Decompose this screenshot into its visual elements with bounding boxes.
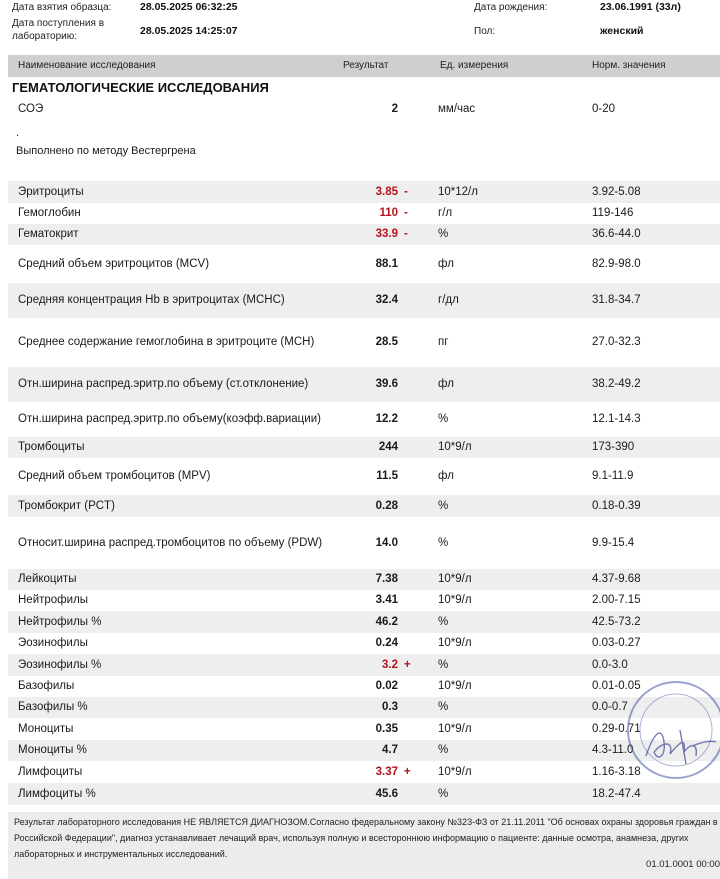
- test-result: 88.1: [375, 257, 398, 270]
- test-norm: 0.18-0.39: [592, 499, 641, 512]
- test-norm: 119-146: [592, 207, 634, 219]
- test-norm: 31.8-34.7: [592, 294, 641, 306]
- test-flag: [404, 783, 418, 805]
- test-result: 4.7: [382, 744, 398, 756]
- test-result: 0.02: [375, 680, 398, 692]
- table-row: [8, 367, 720, 402]
- test-unit: %: [438, 228, 449, 240]
- test-name: Среднее содержание гемоглобина в эритроците (MCH): [18, 336, 315, 348]
- sex-value: женский: [600, 25, 644, 37]
- test-result: 0.35: [375, 722, 398, 735]
- test-flag: [404, 718, 418, 740]
- table-row: [8, 718, 720, 740]
- test-unit: %: [438, 658, 449, 671]
- table-row: [8, 283, 720, 318]
- table-row: [8, 676, 720, 697]
- test-unit: фл: [438, 470, 454, 482]
- table-row: [8, 590, 720, 611]
- disclaimer-footer: [8, 812, 720, 879]
- test-name: Относит.ширина распред.тромбоцитов по объему (PDW): [18, 536, 323, 549]
- test-result: 12.2: [375, 413, 398, 425]
- test-norm: 9.9-15.4: [592, 536, 635, 549]
- table-row: [8, 224, 720, 245]
- col-norm-header: Норм. значения: [592, 60, 666, 71]
- test-unit: 10*9/л: [438, 594, 472, 606]
- test-unit: 10*9/л: [438, 637, 472, 649]
- test-norm: 0.0-3.0: [592, 658, 628, 671]
- test-result: 46.2: [375, 615, 398, 628]
- table-row: [8, 740, 720, 761]
- test-name: СОЭ: [18, 102, 44, 115]
- table-header: [8, 55, 720, 77]
- table-row: [8, 245, 720, 283]
- test-name: Лимфоциты: [18, 765, 83, 778]
- test-norm: 38.2-49.2: [592, 378, 641, 390]
- test-unit: 10*12/л: [438, 185, 478, 198]
- sex-label: Пол:: [474, 26, 496, 37]
- test-name: Отн.ширина распред.эритр.по объему(коэфф.вариации): [18, 413, 321, 425]
- test-norm: 173-390: [592, 441, 635, 453]
- test-norm: 42.5-73.2: [592, 615, 641, 628]
- test-flag: [404, 697, 418, 718]
- test-result: 33.9: [375, 228, 398, 240]
- test-result: 0.24: [375, 637, 398, 649]
- method-note-dot: .: [16, 127, 20, 139]
- test-norm: 36.6-44.0: [592, 228, 641, 240]
- test-name: Эозинофилы: [18, 637, 88, 649]
- test-unit: мм/час: [438, 102, 476, 115]
- test-norm: 2.00-7.15: [592, 594, 641, 606]
- test-name: Тромбоциты: [18, 441, 85, 453]
- test-norm: 1.16-3.18: [592, 765, 641, 778]
- table-row: [8, 495, 720, 517]
- test-unit: 10*9/л: [438, 441, 472, 453]
- table-row: [8, 761, 720, 783]
- test-flag: [404, 283, 418, 318]
- test-flag: [404, 569, 418, 590]
- test-unit: пг: [438, 336, 449, 348]
- table-row: [8, 458, 720, 495]
- test-norm: 9.1-11.9: [592, 470, 634, 482]
- test-name: Тромбокрит (PCT): [18, 499, 115, 512]
- test-flag: [404, 740, 418, 761]
- test-result: 3.2: [382, 658, 398, 671]
- test-result: 11.5: [376, 470, 398, 482]
- test-flag: +: [404, 765, 411, 778]
- birth-date-label: Дата рождения:: [474, 2, 548, 13]
- test-flag: [404, 590, 418, 611]
- method-note: Выполнено по методу Вестергрена: [16, 145, 196, 157]
- col-name-header: Наименование исследования: [18, 60, 156, 71]
- test-unit: %: [438, 413, 449, 425]
- test-result: 39.6: [375, 378, 398, 390]
- test-norm: 4.3-11.0: [592, 744, 634, 756]
- test-norm: 0.0-0.7: [592, 701, 628, 713]
- test-name: Гемоглобин: [18, 207, 81, 219]
- test-name: Отн.ширина распред.эритр.по объему (ст.отклонение): [18, 378, 309, 390]
- arrival-date-label: Дата поступления в лабораторию:: [12, 18, 105, 42]
- test-result: 3.85: [375, 185, 398, 198]
- test-norm: 82.9-98.0: [592, 257, 641, 270]
- table-row: [8, 203, 720, 224]
- test-result: 110: [379, 207, 398, 219]
- test-name: Базофилы %: [18, 701, 88, 713]
- test-name: Гематокрит: [18, 228, 79, 240]
- test-unit: %: [438, 615, 449, 628]
- test-result: 0.28: [375, 499, 398, 512]
- test-flag: -: [404, 185, 408, 198]
- table-row: [8, 437, 720, 458]
- test-flag: [404, 318, 418, 367]
- test-result: 3.37: [375, 765, 398, 778]
- test-name: Средний объем эритроцитов (MCV): [18, 257, 210, 270]
- test-result: 244: [378, 441, 398, 453]
- test-flag: -: [404, 228, 408, 240]
- test-unit: %: [438, 499, 449, 512]
- section-title: ГЕМАТОЛОГИЧЕСКИЕ ИССЛЕДОВАНИЯ: [12, 80, 269, 95]
- test-flag: -: [404, 207, 408, 219]
- arrival-date-value: 28.05.2025 14:25:07: [140, 25, 238, 37]
- test-flag: [404, 676, 418, 697]
- test-name: Лейкоциты: [18, 573, 77, 585]
- test-norm: 0.03-0.27: [592, 637, 641, 649]
- test-flag: +: [404, 658, 411, 671]
- test-name: Средний объем тромбоцитов (MPV): [18, 470, 211, 482]
- test-name: Эозинофилы %: [18, 658, 102, 671]
- sample-date-value: 28.05.2025 06:32:25: [140, 1, 238, 13]
- test-unit: 10*9/л: [438, 765, 472, 778]
- test-name: Нейтрофилы: [18, 594, 89, 606]
- test-unit: %: [438, 536, 449, 549]
- table-row: [8, 402, 720, 437]
- test-flag: [404, 367, 418, 402]
- col-unit-header: Ед. измерения: [440, 60, 509, 71]
- test-unit: фл: [438, 378, 454, 390]
- test-flag: [404, 517, 418, 569]
- test-result: 0.3: [382, 701, 398, 713]
- test-norm: 18.2-47.4: [592, 787, 641, 800]
- test-unit: 10*9/л: [438, 722, 472, 735]
- report-header: [0, 0, 720, 46]
- test-unit: фл: [438, 257, 454, 270]
- table-row: [8, 181, 720, 203]
- test-flag: [404, 633, 418, 654]
- col-result-header: Результат: [343, 60, 389, 71]
- test-name: Эритроциты: [18, 185, 84, 198]
- test-flag: [404, 437, 418, 458]
- test-result: 45.6: [375, 787, 398, 800]
- test-name: Средняя концентрация Hb в эритроцитах (MCHC): [18, 294, 285, 306]
- test-result: 28.5: [375, 336, 398, 348]
- test-unit: 10*9/л: [438, 680, 472, 692]
- test-norm: 4.37-9.68: [592, 573, 641, 585]
- table-row-soe: [8, 100, 720, 118]
- sample-date-label: Дата взятия образца:: [12, 2, 112, 13]
- test-norm: 3.92-5.08: [592, 185, 641, 198]
- test-norm: 0-20: [592, 102, 616, 115]
- footer-code: 01.01.0001 00:00: [646, 859, 720, 870]
- table-row: [8, 633, 720, 654]
- test-flag: [404, 458, 418, 495]
- test-result: 14.0: [375, 536, 398, 549]
- test-unit: г/дл: [438, 294, 459, 306]
- signature-image: [640, 712, 720, 772]
- test-unit: г/л: [438, 207, 453, 219]
- table-row: [8, 654, 720, 676]
- test-flag: [404, 245, 418, 283]
- test-name: Лимфоциты %: [18, 787, 96, 800]
- table-row: [8, 611, 720, 633]
- test-unit: %: [438, 701, 449, 713]
- test-result: 7.38: [375, 573, 398, 585]
- birth-date-value: 23.06.1991 (33л): [600, 1, 681, 13]
- table-row: [8, 517, 720, 569]
- test-result: 2: [391, 102, 398, 115]
- table-row: [8, 783, 720, 805]
- test-unit: 10*9/л: [438, 573, 472, 585]
- test-norm: 12.1-14.3: [592, 413, 641, 425]
- table-row: [8, 697, 720, 718]
- table-row: [8, 569, 720, 590]
- test-norm: 0.29-0.71: [592, 722, 641, 735]
- test-name: Базофилы: [18, 680, 75, 692]
- disclaimer-text: Результат лабораторного исследования НЕ ЯВЛЯЕТСЯ ДИАГНОЗОМ.Согласно федеральному закону №323-ФЗ от 21.11.2011 "Об основах охраны здоровья граждан в Российской Федерации", диагноз устанавливает лечащий врач, используя полную и всестороннюю информацию о пациенте: данные осмотра, анамнеза, других лабораторных и инструментальных исследований.: [14, 817, 718, 859]
- test-result: 32.4: [375, 294, 398, 306]
- test-name: Моноциты %: [18, 744, 87, 756]
- test-norm: 27.0-32.3: [592, 336, 641, 348]
- table-row: [8, 318, 720, 367]
- test-flag: [404, 402, 418, 437]
- test-name: Нейтрофилы %: [18, 615, 102, 628]
- test-name: Моноциты: [18, 722, 74, 735]
- test-norm: 0.01-0.05: [592, 680, 641, 692]
- test-unit: %: [438, 787, 449, 800]
- test-result: 3.41: [375, 594, 398, 606]
- test-unit: %: [438, 744, 449, 756]
- test-flag: [404, 495, 418, 517]
- test-flag: [404, 611, 418, 633]
